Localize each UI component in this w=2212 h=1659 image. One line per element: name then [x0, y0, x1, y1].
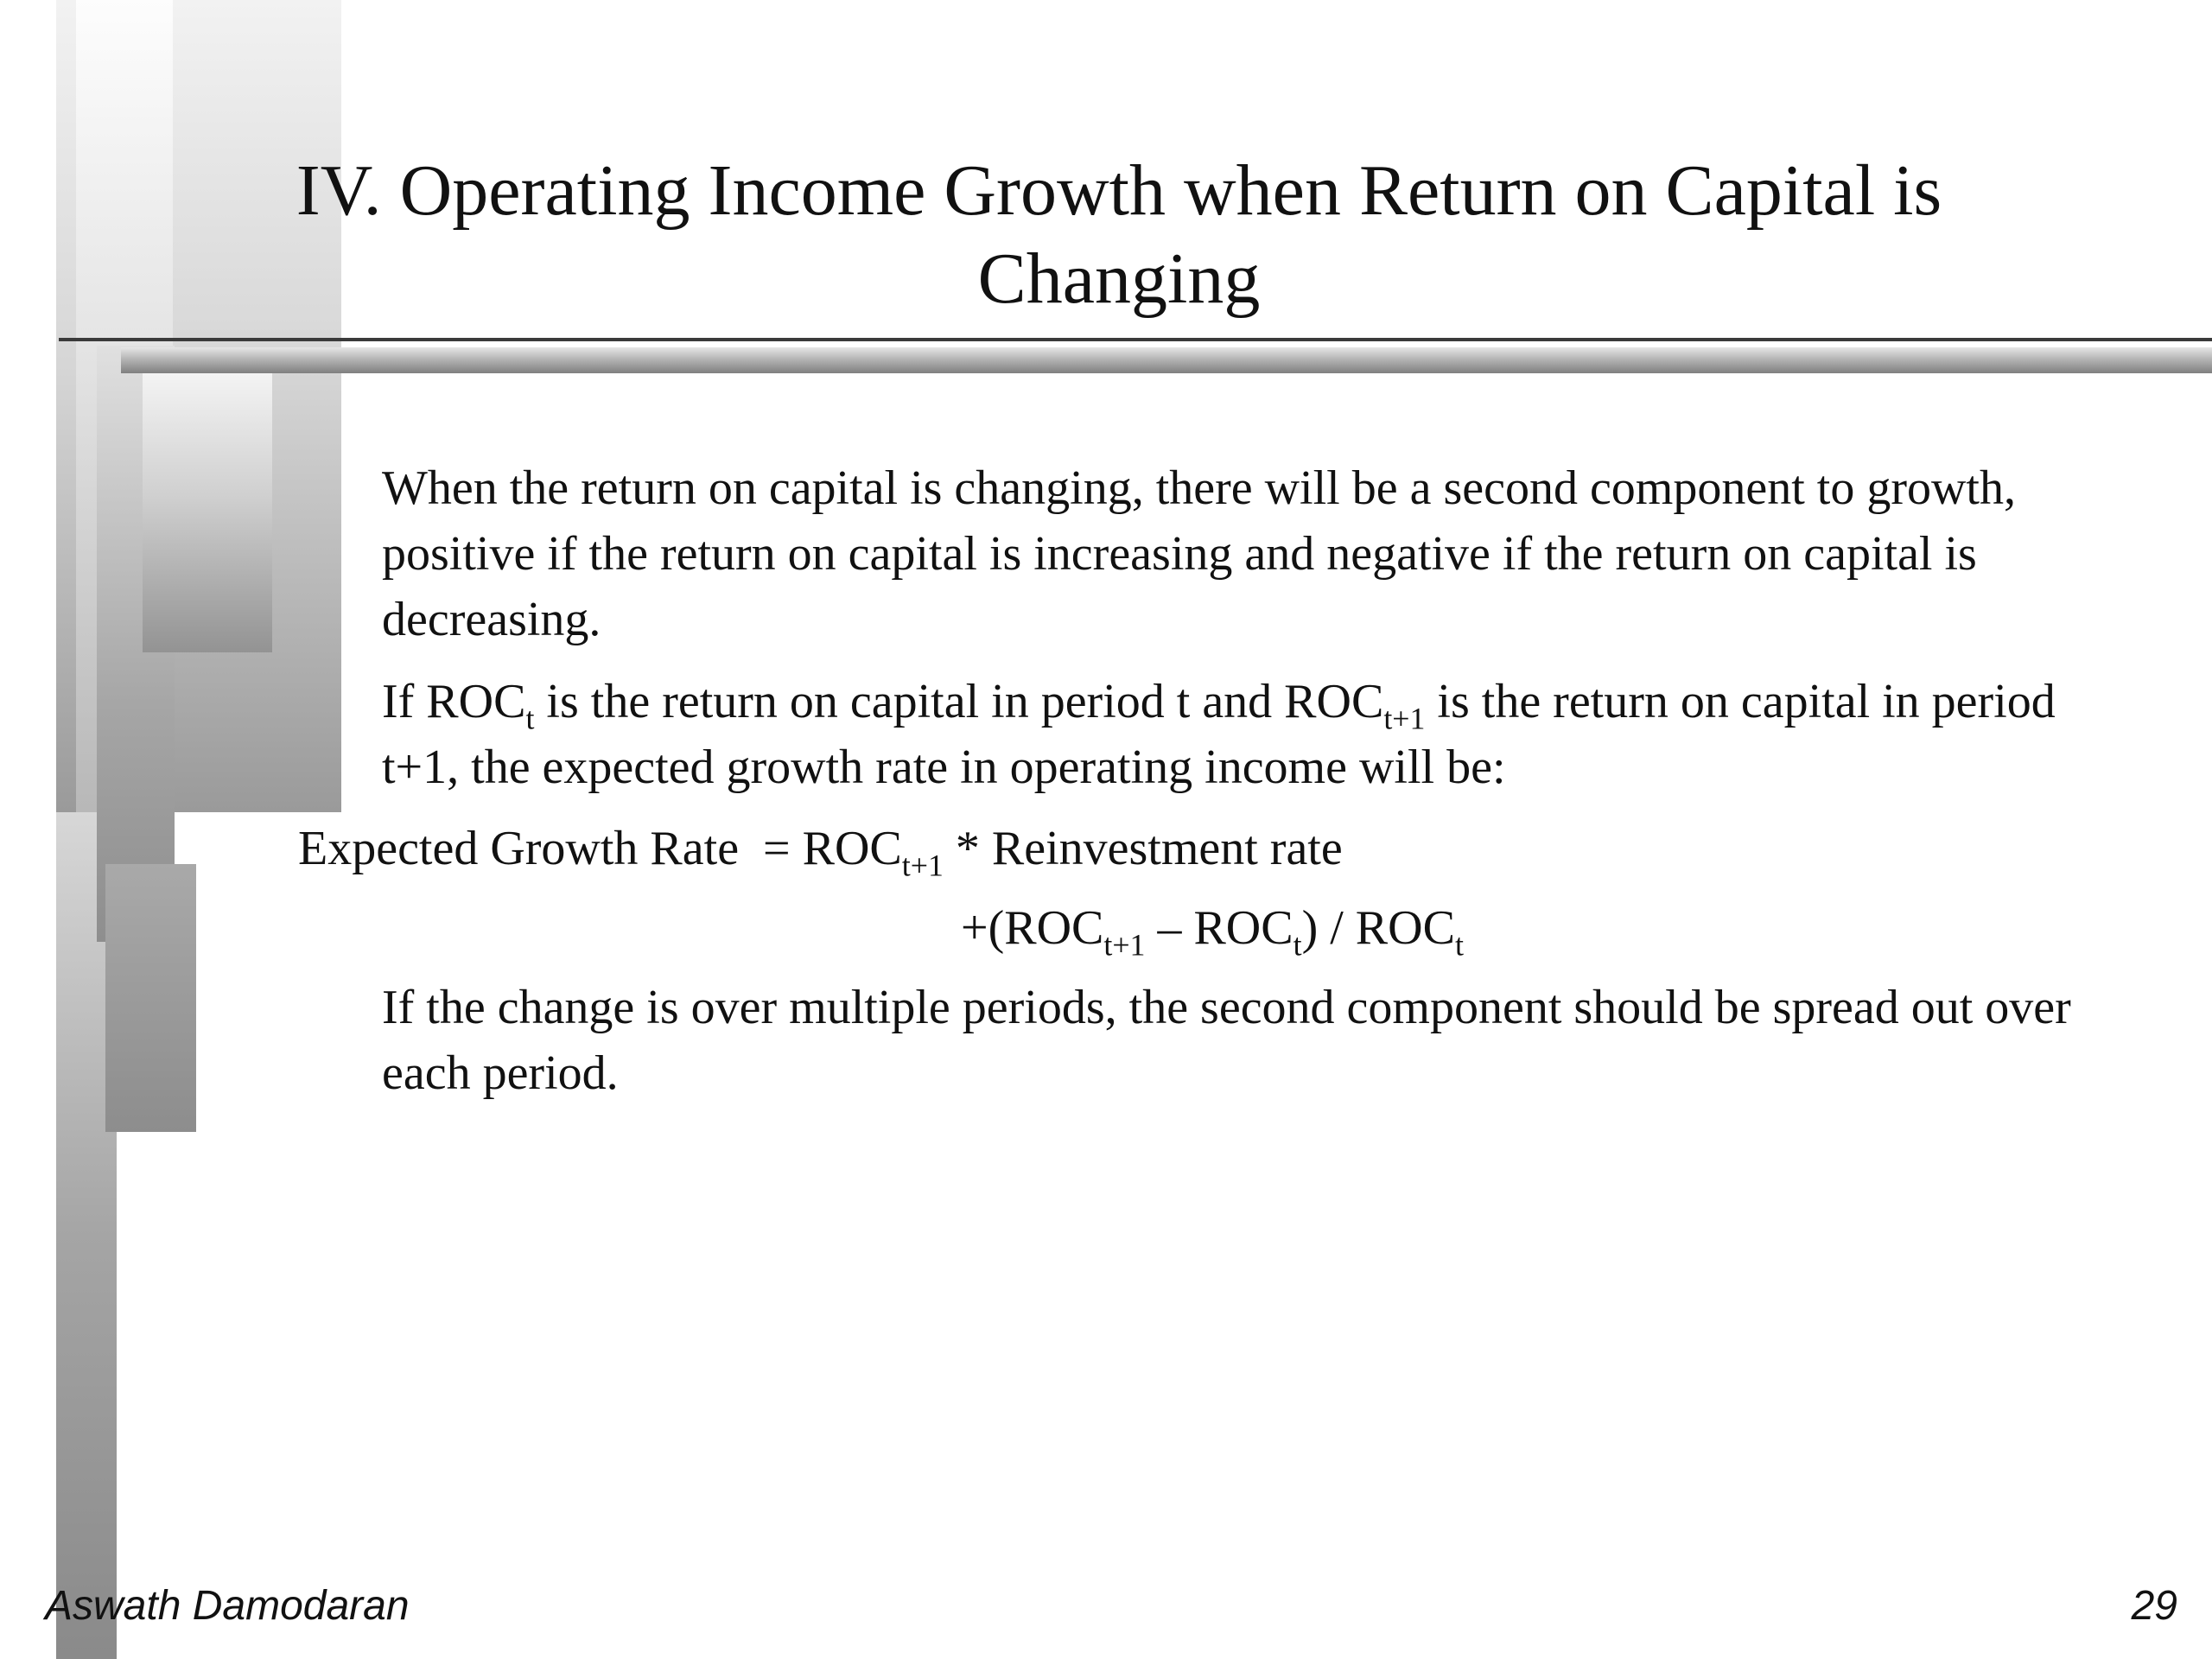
title-divider-line — [59, 338, 2212, 341]
paragraph-multiple-periods: If the change is over multiple periods, the second component should be spread out over each period. — [382, 981, 2071, 1100]
title-divider-band — [121, 347, 2212, 373]
formula-line-2: $+(ROC_{t+1} - ROC_t) / ROC_t$ — [961, 901, 1464, 963]
decor-lower-block — [105, 864, 196, 1132]
formula-line-1: Expected Growth Rate = $ROC_{t+1}$ * Reinvestment rate — [298, 822, 1343, 883]
formula-label: Expected Growth Rate — [298, 822, 740, 875]
paragraph-roc-definition: If $ROC_t$ is the return on capital in period t and $ROC_{t+1}$ is the return on capital in period t+1, the expected growth rate in operating income will be: — [382, 675, 2056, 794]
decor-inner-panel — [143, 372, 272, 652]
slide-title: IV. Operating Income Growth when Return on Capital is Changing — [296, 150, 1942, 319]
paragraph-roc-changing: When the return on capital is changing, there will be a second component to growth, positive if the return on capital is increasing and negative if the return on capital is decreasing. — [382, 461, 2016, 646]
page-number: 29 — [2131, 1583, 2177, 1629]
footer-author: Aswath Damodaran — [45, 1583, 410, 1629]
